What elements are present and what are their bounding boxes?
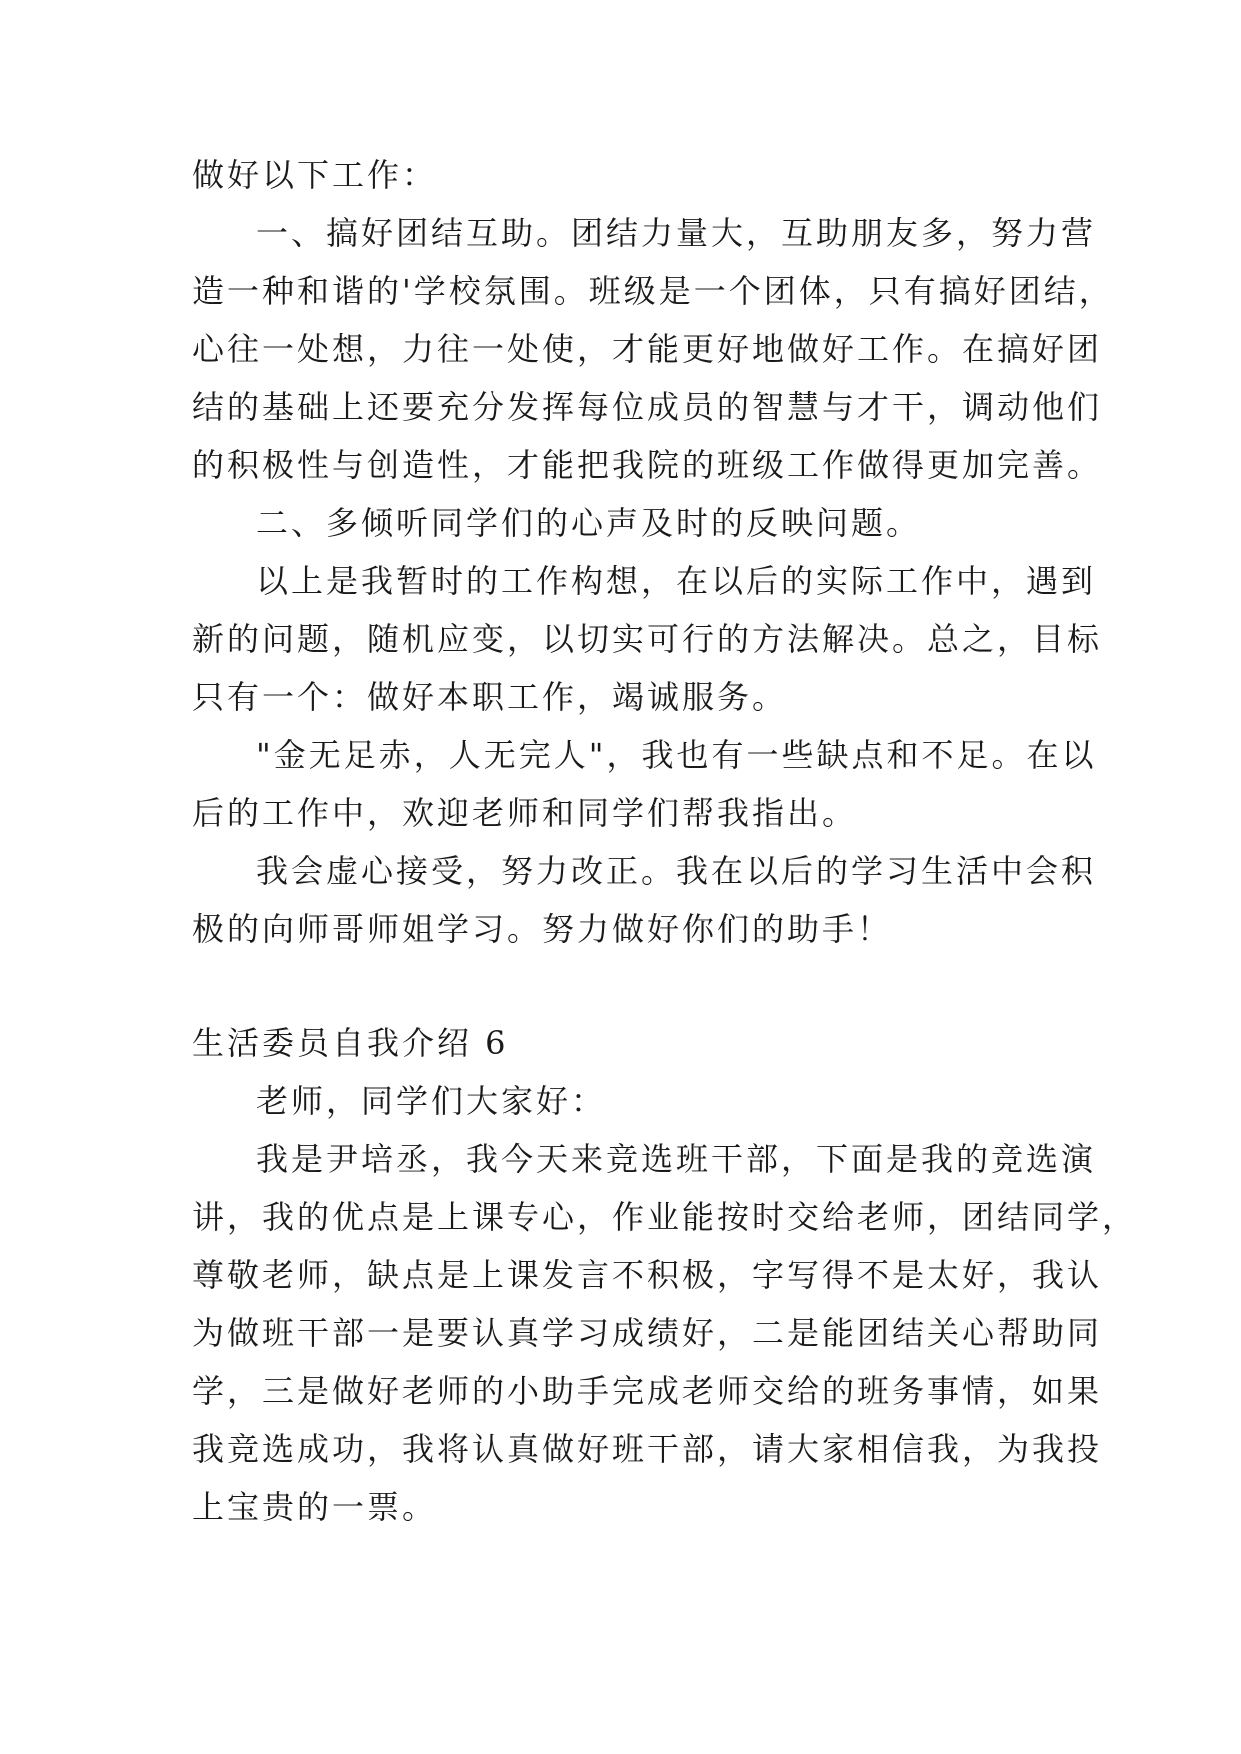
paragraph-line: 心往一处想，力往一处使，才能更好地做好工作。在搞好团	[192, 330, 1103, 368]
paragraph-line: 讲，我的优点是上课专心，作业能按时交给老师，团结同学，	[192, 1198, 1138, 1236]
paragraph-line: 我会虚心接受，努力改正。我在以后的学习生活中会积	[256, 852, 1097, 890]
section-heading	[192, 1014, 1052, 1072]
lead-line	[192, 146, 1052, 204]
paragraph-line: 上宝贵的一票。	[192, 1488, 438, 1526]
paragraph-line: 以上是我暂时的工作构想，在以后的实际工作中，遇到	[256, 562, 1097, 600]
paragraph-line: 造一种和谐的'学校氛围。班级是一个团体，只有搞好团结，	[192, 272, 1114, 310]
paragraph-line: 我竞选成功，我将认真做好班干部，请大家相信我，为我投	[192, 1430, 1103, 1468]
paragraph-line: "金无足赤，人无完人"，我也有一些缺点和不足。在以	[256, 736, 1097, 774]
paragraph-line: 为做班干部一是要认真学习成绩好，二是能团结关心帮助同	[192, 1314, 1103, 1352]
paragraph-line: 只有一个：做好本职工作，竭诚服务。	[192, 678, 788, 716]
paragraph-listen	[192, 494, 1052, 552]
paragraph-shortcomings	[192, 726, 1097, 842]
paragraph-line: 尊敬老师，缺点是上课发言不积极，字写得不是太好，我认	[192, 1256, 1103, 1294]
paragraph-campaign	[192, 1130, 1138, 1536]
greeting-text: 老师，同学们大家好：	[256, 1082, 607, 1120]
paragraph-teamwork	[192, 204, 1114, 494]
paragraph-improve	[192, 842, 1097, 958]
paragraph-line: 新的问题，随机应变，以切实可行的方法解决。总之，目标	[192, 620, 1103, 658]
paragraph-line: 的积极性与创造性，才能把我院的班级工作做得更加完善。	[192, 446, 1103, 484]
paragraph-line: 二、多倾听同学们的心声及时的反映问题。	[256, 504, 922, 542]
paragraph-line: 我是尹培丞，我今天来竞选班干部，下面是我的竞选演	[256, 1140, 1097, 1178]
section-heading-text: 生活委员自我介绍 6	[192, 1024, 509, 1062]
greeting	[192, 1072, 1052, 1130]
paragraph-line: 极的向师哥师姐学习。努力做好你们的助手！	[192, 910, 893, 948]
paragraph-line: 学，三是做好老师的小助手完成老师交给的班务事情，如果	[192, 1372, 1103, 1410]
paragraph-line: 后的工作中，欢迎老师和同学们帮我指出。	[192, 794, 858, 832]
paragraph-line: 一、搞好团结互助。团结力量大，互助朋友多，努力营	[256, 214, 1097, 252]
paragraph-plan	[192, 552, 1103, 726]
lead-text: 做好以下工作：	[192, 156, 438, 194]
paragraph-line: 结的基础上还要充分发挥每位成员的智慧与才干，调动他们	[192, 388, 1103, 426]
